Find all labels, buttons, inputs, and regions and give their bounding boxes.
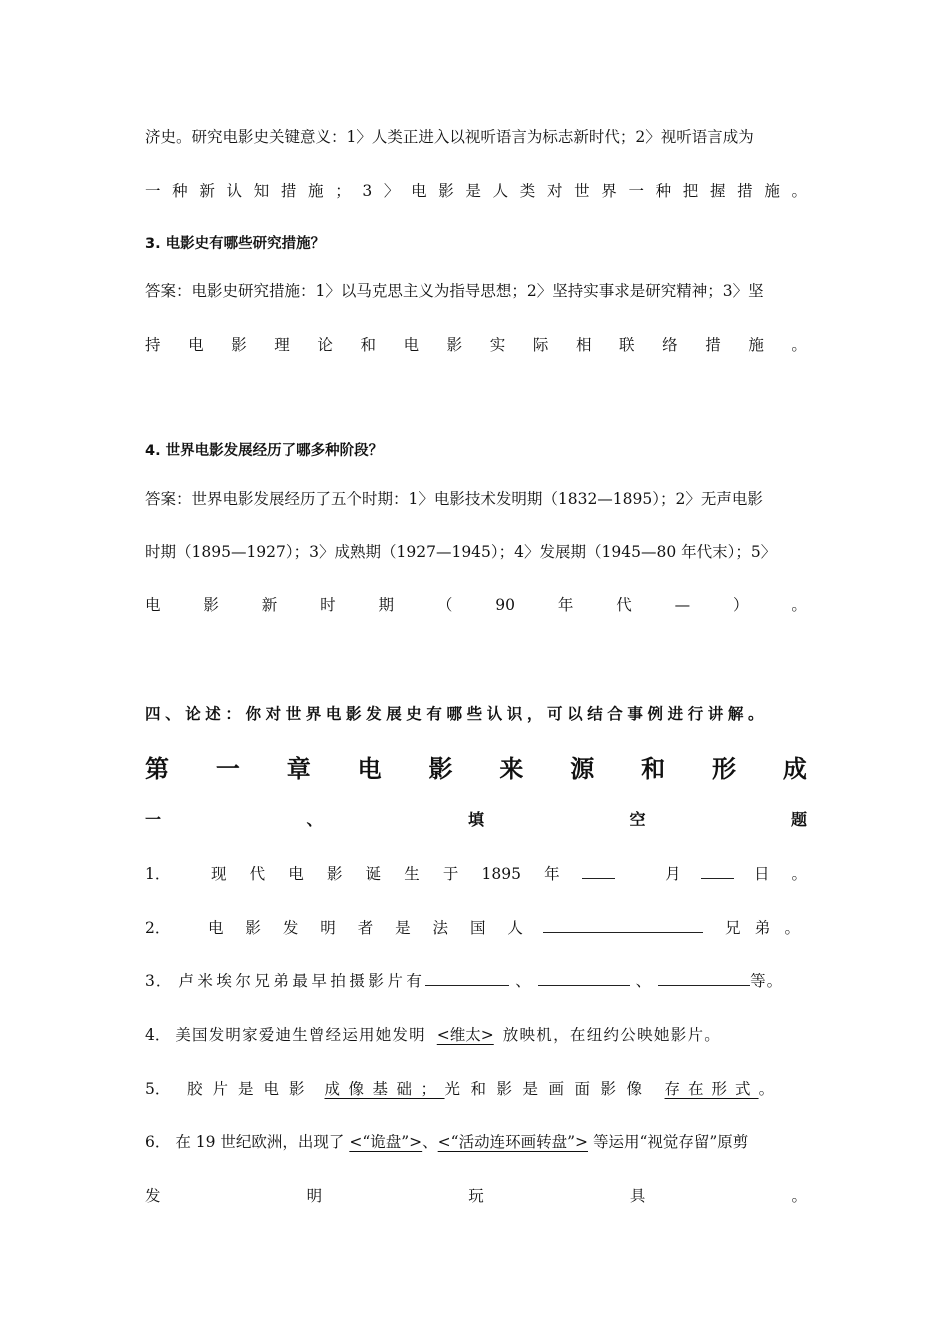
question-3-answer-line-2-char: 相 — [575, 336, 592, 354]
question-4-answer-line-3-char: ） — [732, 596, 749, 614]
section-title-char: 填 — [467, 810, 484, 829]
chapter-title-char: 源 — [570, 755, 595, 783]
section-title-char: 一 — [145, 810, 162, 829]
item-2-text-char: 人 — [507, 919, 523, 937]
item-2-end-char: 兄 — [725, 919, 741, 937]
question-3-answer-line-2-char: 电 — [403, 336, 420, 354]
question-4-answer-line-3-char: 电 — [145, 596, 161, 614]
item-6-line-2-char: 。 — [791, 1187, 807, 1205]
question-3-answer-line-2-char: 联 — [619, 336, 635, 354]
item-3-text: 卢米埃尔兄弟最早拍摄影片有 — [178, 972, 426, 990]
chapter-title-char: 第 — [145, 755, 169, 783]
item-1-text-char: 生 — [404, 865, 420, 883]
item-6-line-2-char: 具 — [629, 1187, 646, 1205]
item-6-text-before: 在 19 世纪欧洲，出现了 — [175, 1133, 345, 1151]
intro-line-2-char: 界 — [601, 182, 617, 200]
question-4-answer-line-3-char: 90 — [495, 596, 515, 614]
item-6-line-2-char: 发 — [145, 1187, 161, 1205]
item-1-text-char: 代 — [249, 865, 266, 883]
question-4-answer-line-1: 答案：世界电影发展经历了五个时期：1〉电影技术发明期（1832—1895）；2〉无声电影 — [145, 490, 763, 508]
intro-line-2-char: 种 — [172, 182, 188, 200]
intro-line-2-char: 新 — [199, 182, 215, 200]
item-2-text-char: 明 — [320, 919, 336, 937]
fill-item-3 — [145, 971, 807, 991]
fill-item-5 — [145, 1079, 807, 1099]
intro-line-2-char: 电 — [411, 182, 427, 200]
intro-line-2-char: 把 — [682, 182, 699, 200]
essay-question-title: 四、论述：你对世界电影发展史有哪些认识，可以结合事例进行讲解。 — [145, 705, 769, 723]
question-3-answer-line-1: 答案：电影史研究措施：1〉以马克思主义为指导思想；2〉坚持实事求是研究精神；3〉坚 — [145, 282, 764, 300]
item-1-text — [211, 864, 560, 884]
intro-line-2-char: 〉 — [383, 182, 400, 200]
item-6-number: 6． — [145, 1133, 171, 1151]
item-5-answer-1: 成像基础； — [324, 1080, 445, 1098]
fill-item-1 — [145, 864, 807, 884]
intro-line-2-char: 对 — [546, 182, 563, 200]
fill-item-2 — [145, 918, 807, 938]
item-6-text-after: 等运用“视觉存留”原剪 — [592, 1133, 749, 1151]
section-title-char: 空 — [629, 810, 646, 829]
intro-line-2-char: ； — [335, 182, 351, 200]
item-3-number: 3． — [145, 972, 173, 990]
item-2-text-char: 者 — [357, 919, 374, 937]
intro-line-2-char: 一 — [145, 182, 161, 200]
chapter-title-char: 一 — [215, 755, 240, 783]
item-5-number: 5． — [145, 1080, 171, 1098]
item-2-text-char: 国 — [469, 919, 486, 937]
item-5-text-before: 胶片是电影 — [187, 1080, 315, 1098]
intro-line-2-char: 认 — [226, 182, 243, 200]
item-5-answer-2: 存在形式 — [664, 1080, 759, 1098]
item-1-number: 1． — [145, 865, 171, 883]
question-3-answer-line-2-char: 和 — [360, 336, 376, 354]
item-5-end: 。 — [758, 1080, 775, 1098]
item-2-text-char: 是 — [395, 919, 411, 937]
item-6-answer-2: <“活动连环画转盘”> — [437, 1133, 588, 1151]
question-4-answer-line-3-char: 年 — [557, 596, 574, 614]
intro-line-2-char: 影 — [438, 182, 454, 200]
item-4-number: 4． — [145, 1026, 171, 1044]
item-3-end: 等。 — [750, 972, 784, 990]
item-1-text-char: 年 — [544, 865, 560, 883]
intro-line-1: 济史。研究电影史关键意义：1〉人类正进入以视听语言为标志新时代；2〉视听语言成为 — [145, 128, 754, 146]
intro-line-2-char: 世 — [574, 182, 590, 200]
item-4-text-before: 美国发明家爱迪生曾经运用她发明 — [175, 1026, 426, 1044]
item-1-text-char: 于 — [442, 865, 459, 883]
intro-line-2-char: 措 — [280, 182, 297, 200]
question-4-answer-line-3 — [145, 595, 807, 615]
question-4-answer-line-3-char: 。 — [791, 596, 807, 614]
item-3-sep-1: 、 — [515, 972, 532, 990]
chapter-title-char: 影 — [428, 755, 453, 783]
item-2-end-char: 。 — [784, 919, 800, 937]
item-2-text-char: 法 — [432, 919, 449, 937]
item-3-blank-1[interactable] — [425, 971, 509, 986]
item-1-day-blank[interactable] — [701, 864, 734, 879]
item-2-text-char: 电 — [208, 919, 224, 937]
item-2-text-char: 影 — [245, 919, 261, 937]
section-title-char: 、 — [306, 810, 323, 829]
question-3-answer-line-2-char: 影 — [446, 336, 463, 354]
chapter-title-char: 来 — [499, 755, 524, 783]
item-1-month-label: 月 — [665, 865, 681, 883]
question-4-title: 4. 世界电影发展经历了哪多种阶段？ — [145, 443, 384, 459]
question-3-answer-line-2-char: 影 — [231, 336, 247, 354]
question-3-answer-line-2-char: 施 — [748, 336, 764, 354]
intro-line-2-char: 一 — [628, 182, 644, 200]
question-4-answer-line-3-char: （ — [436, 596, 453, 614]
intro-line-2-char: 握 — [709, 182, 726, 200]
item-4-text-after: 放映机，在纽约公映她影片。 — [502, 1026, 722, 1044]
item-1-text-char: 影 — [326, 865, 343, 883]
intro-line-2-char: 施 — [308, 182, 324, 200]
item-1-text-char: 诞 — [365, 865, 382, 883]
item-1-text-char: 电 — [288, 865, 304, 883]
chapter-title-char: 成 — [782, 755, 807, 783]
question-3-answer-line-2-char: 络 — [662, 336, 678, 354]
item-6-line-2-char: 玩 — [468, 1187, 484, 1205]
question-3-answer-line-2-char: 电 — [188, 336, 204, 354]
question-3-answer-line-2-char: 论 — [317, 336, 333, 354]
section-title — [145, 810, 807, 830]
chapter-title-char: 形 — [712, 755, 736, 783]
item-6-answer-1: <“诡盘”> — [349, 1133, 423, 1151]
item-3-blank-2[interactable] — [538, 971, 630, 986]
item-3-blank-3[interactable] — [658, 971, 750, 986]
item-1-text-char: 现 — [211, 865, 227, 883]
chapter-title-char: 章 — [286, 755, 311, 783]
question-3-answer-line-2-char: 际 — [532, 336, 549, 354]
item-1-end: 。 — [791, 865, 807, 883]
item-2-blank[interactable] — [543, 918, 703, 933]
item-2-end — [725, 918, 800, 938]
item-2-end-char: 弟 — [754, 919, 771, 937]
question-4-answer-line-3-char: 代 — [616, 596, 632, 614]
question-3-answer-line-2-char: 理 — [274, 336, 290, 354]
item-2-number: 2． — [145, 919, 171, 937]
chapter-title-char: 电 — [357, 755, 382, 783]
item-1-text-char: 1895 — [481, 865, 521, 883]
item-3-sep-2: 、 — [635, 972, 653, 990]
intro-line-2-char: 措 — [737, 182, 753, 200]
intro-line-2 — [145, 181, 807, 201]
intro-line-2-char: 种 — [655, 182, 672, 200]
intro-line-2-char: 人 — [492, 182, 509, 200]
item-1-month-blank[interactable] — [582, 864, 615, 879]
item-2-text-char: 发 — [282, 919, 299, 937]
question-3-answer-line-2-char: 。 — [791, 336, 807, 354]
intro-line-2-char: 施 — [764, 182, 780, 200]
fill-item-6 — [145, 1132, 807, 1152]
intro-line-2-char: 。 — [791, 182, 807, 200]
question-3-answer-line-2 — [145, 335, 807, 355]
item-4-answer: <维太> — [436, 1026, 494, 1044]
item-2-text — [208, 918, 523, 938]
question-4-answer-line-3-char: 期 — [378, 596, 395, 614]
chapter-title — [145, 755, 807, 783]
item-6-sep: 、 — [422, 1133, 438, 1151]
fill-item-6-line-2 — [145, 1186, 807, 1206]
question-3-answer-line-2-char: 措 — [705, 336, 721, 354]
question-4-answer-line-3-char: 影 — [203, 596, 219, 614]
question-3-answer-line-2-char: 持 — [145, 336, 161, 354]
item-5-text-mid: 光和影是画面影像 — [444, 1080, 653, 1098]
section-title-char: 题 — [790, 810, 807, 829]
intro-line-2-char: 是 — [465, 182, 481, 200]
fill-item-4 — [145, 1025, 807, 1045]
question-4-answer-line-3-char: 新 — [261, 596, 278, 614]
intro-line-2-char: 知 — [253, 182, 270, 200]
question-4-answer-line-3-char: 时 — [320, 596, 336, 614]
question-4-answer-line-2: 时期（1895—1927）；3〉成熟期（1927—1945）；4〉发展期（1945—80 年代末）；5〉 — [145, 543, 777, 561]
item-6-line-2-char: 明 — [306, 1187, 323, 1205]
intro-line-2-char: 类 — [519, 182, 536, 200]
intro-line-2-char: 3 — [362, 182, 373, 200]
chapter-title-char: 和 — [641, 755, 666, 783]
question-3-title: 3. 电影史有哪些研究措施？ — [145, 236, 326, 252]
question-4-answer-line-3-char: — — [674, 596, 691, 614]
item-1-day-label: 日 — [753, 865, 770, 883]
question-3-answer-line-2-char: 实 — [489, 336, 506, 354]
